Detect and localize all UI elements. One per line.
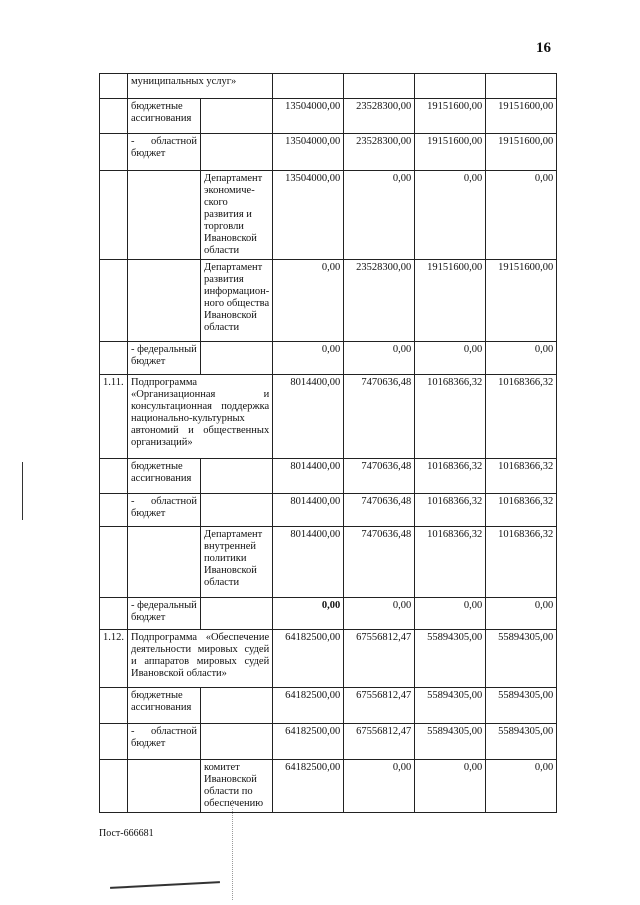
table-row	[100, 260, 557, 342]
row-number	[100, 494, 128, 527]
value-cell: 64182500,00	[273, 724, 344, 760]
value-cell: 0,00	[273, 342, 344, 375]
row-number: 1.12.	[100, 630, 128, 688]
value-cell: 10168366,32	[415, 527, 486, 598]
value-cell: 55894305,00	[486, 630, 557, 688]
value-cell: 0,00	[344, 598, 415, 630]
executor-cell: Департамент развития информацион-ного общества Ивановской области	[201, 260, 273, 342]
executor-cell	[201, 494, 273, 527]
signature-stroke	[110, 881, 220, 889]
value-cell: 0,00	[344, 760, 415, 813]
row-name: бюджетные ассигнования	[128, 99, 201, 134]
executor-cell: Департамент экономиче-ского развития и торговли Ивановской области	[201, 171, 273, 260]
value-cell: 10168366,32	[415, 459, 486, 494]
value-cell: 10168366,32	[415, 375, 486, 459]
value-cell: 55894305,00	[415, 724, 486, 760]
row-name: муниципальных услуг»	[128, 74, 273, 99]
executor-cell: Департамент внутренней политики Ивановской области	[201, 527, 273, 598]
row-number	[100, 688, 128, 724]
value-cell: 19151600,00	[486, 99, 557, 134]
row-name: бюджетные ассигнования	[128, 459, 201, 494]
value-cell: 8014400,00	[273, 527, 344, 598]
row-number	[100, 342, 128, 375]
value-cell: 8014400,00	[273, 375, 344, 459]
value-cell: 0,00	[344, 171, 415, 260]
page-number: 16	[536, 40, 551, 56]
value-cell: 0,00	[486, 342, 557, 375]
table-row	[100, 74, 557, 99]
value-cell: 19151600,00	[486, 134, 557, 171]
table-row	[100, 527, 557, 598]
row-name: Подпрограмма «Организационная и консультационная поддержка национально-культурных автономий и общественных организаций»	[128, 375, 273, 459]
row-number	[100, 459, 128, 494]
value-cell: 67556812,47	[344, 724, 415, 760]
value-cell: 7470636,48	[344, 494, 415, 527]
value-cell	[344, 74, 415, 99]
value-cell: 55894305,00	[415, 630, 486, 688]
value-cell: 67556812,47	[344, 630, 415, 688]
table-row	[100, 494, 557, 527]
table-row	[100, 724, 557, 760]
value-cell: 19151600,00	[415, 99, 486, 134]
value-cell: 13504000,00	[273, 99, 344, 134]
row-number	[100, 724, 128, 760]
row-name: - областной бюджет	[128, 724, 201, 760]
row-name: бюджетные ассигнования	[128, 688, 201, 724]
table-row	[100, 171, 557, 260]
value-cell: 0,00	[273, 598, 344, 630]
row-name: - областной бюджет	[128, 494, 201, 527]
value-cell: 0,00	[273, 260, 344, 342]
executor-cell	[201, 688, 273, 724]
executor-cell	[201, 598, 273, 630]
row-number	[100, 260, 128, 342]
table-row	[100, 688, 557, 724]
value-cell: 10168366,32	[486, 494, 557, 527]
table-row	[100, 99, 557, 134]
table-row	[100, 598, 557, 630]
value-cell: 0,00	[486, 760, 557, 813]
row-number	[100, 74, 128, 99]
table-row	[100, 134, 557, 171]
value-cell: 0,00	[344, 342, 415, 375]
row-name	[128, 760, 201, 813]
value-cell: 8014400,00	[273, 494, 344, 527]
row-name: - федеральный бюджет	[128, 342, 201, 375]
value-cell: 0,00	[415, 598, 486, 630]
value-cell: 67556812,47	[344, 688, 415, 724]
table-row	[100, 342, 557, 375]
value-cell: 64182500,00	[273, 630, 344, 688]
executor-cell: комитет Ивановской области по обеспечению	[201, 760, 273, 813]
executor-cell	[201, 724, 273, 760]
value-cell: 7470636,48	[344, 375, 415, 459]
row-name: - областной бюджет	[128, 134, 201, 171]
executor-cell	[201, 459, 273, 494]
row-number: 1.11.	[100, 375, 128, 459]
margin-mark	[22, 462, 23, 520]
row-name	[128, 171, 201, 260]
value-cell: 7470636,48	[344, 527, 415, 598]
row-number	[100, 134, 128, 171]
row-number	[100, 760, 128, 813]
table-row	[100, 760, 557, 813]
row-name	[128, 527, 201, 598]
value-cell: 0,00	[415, 342, 486, 375]
value-cell: 10168366,32	[486, 527, 557, 598]
value-cell: 0,00	[415, 171, 486, 260]
value-cell: 0,00	[486, 598, 557, 630]
row-name: Подпрограмма «Обеспечение деятельности мировых судей и аппаратов мировых судей Ивановской области»	[128, 630, 273, 688]
table-row	[100, 630, 557, 688]
executor-cell	[201, 342, 273, 375]
value-cell: 23528300,00	[344, 134, 415, 171]
value-cell: 0,00	[415, 760, 486, 813]
executor-cell	[201, 99, 273, 134]
value-cell: 10168366,32	[486, 459, 557, 494]
value-cell: 23528300,00	[344, 99, 415, 134]
document-code: Пост-666681	[99, 828, 154, 839]
value-cell	[486, 74, 557, 99]
table-row	[100, 459, 557, 494]
value-cell: 0,00	[486, 171, 557, 260]
row-number	[100, 527, 128, 598]
value-cell: 23528300,00	[344, 260, 415, 342]
value-cell	[415, 74, 486, 99]
value-cell: 55894305,00	[415, 688, 486, 724]
value-cell: 19151600,00	[486, 260, 557, 342]
row-number	[100, 171, 128, 260]
value-cell: 19151600,00	[415, 260, 486, 342]
value-cell: 13504000,00	[273, 134, 344, 171]
value-cell: 55894305,00	[486, 688, 557, 724]
value-cell: 55894305,00	[486, 724, 557, 760]
table-row	[100, 375, 557, 459]
value-cell: 64182500,00	[273, 760, 344, 813]
budget-table	[99, 73, 557, 813]
value-cell: 10168366,32	[486, 375, 557, 459]
value-cell	[273, 74, 344, 99]
row-number	[100, 598, 128, 630]
scan-artifact-line	[232, 800, 233, 900]
value-cell: 7470636,48	[344, 459, 415, 494]
row-name: - федеральный бюджет	[128, 598, 201, 630]
row-name	[128, 260, 201, 342]
executor-cell	[201, 134, 273, 171]
value-cell: 19151600,00	[415, 134, 486, 171]
value-cell: 8014400,00	[273, 459, 344, 494]
value-cell: 13504000,00	[273, 171, 344, 260]
value-cell: 64182500,00	[273, 688, 344, 724]
row-number	[100, 99, 128, 134]
value-cell: 10168366,32	[415, 494, 486, 527]
